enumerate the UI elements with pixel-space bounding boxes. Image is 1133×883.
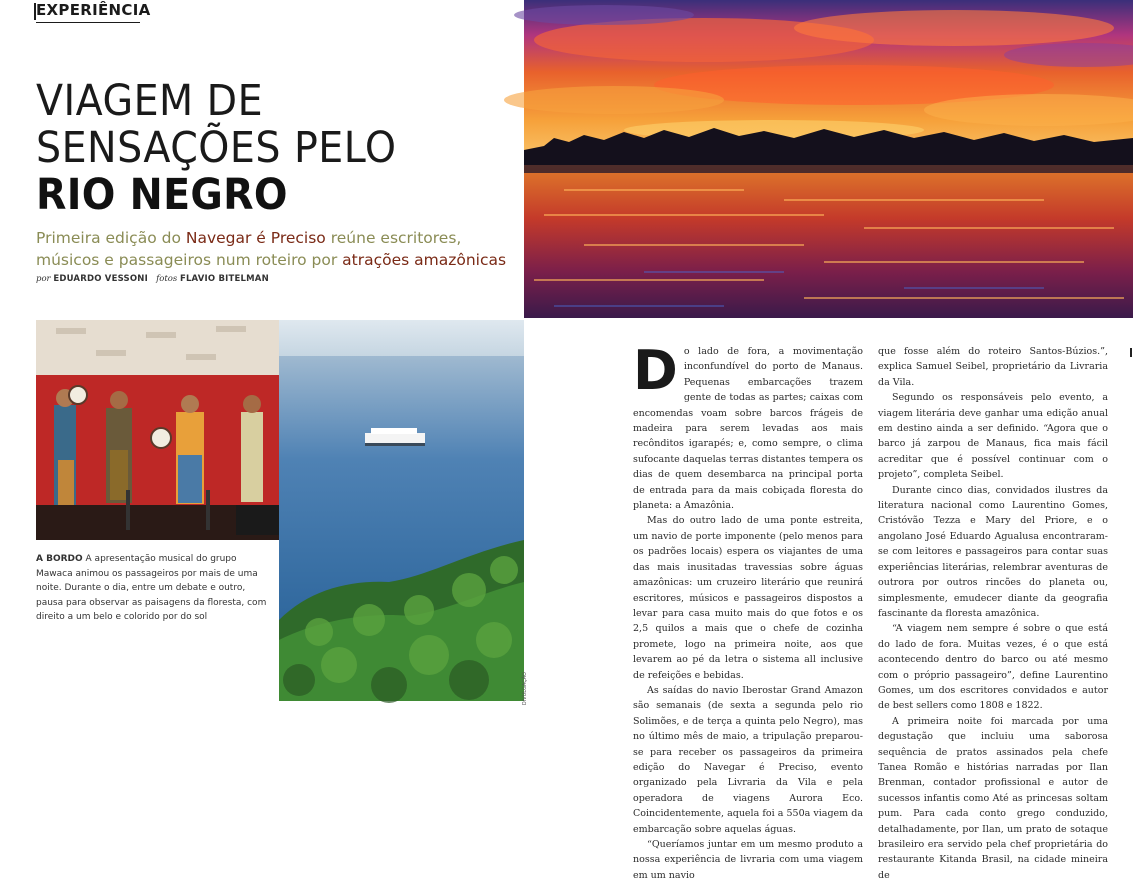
byline bbox=[36, 274, 269, 284]
article-paragraph: Mas do outro lado de uma ponte estreita, um navio de porte imponente (pelo menos para os padrões locais) espera os viajantes de uma das mais inusitadas travessias sobre águas amazônicas: um cruzeiro literário que reunirá escritores, músicos e passageiros dispostos a levar para casa muito mais do que fotos e os 2,5 quilos a mais que o chefe de cozinha promete, logo na primeira noite, aos que levarem ao pé da letra o sistema all inclusive de refeições e bebidas. bbox=[633, 515, 863, 681]
sunset-photo-graphic bbox=[524, 0, 1133, 318]
article-paragraph: As saídas do navio Iberostar Grand Amazon são semanais (de sexta a segunda pelo rio Solimões, e de terça a quinta pelo Negro), mas no último mês de maio, a tripulação preparou-se para receber os passageiros da primeira edição do Navegar é Preciso, evento organizado pela Livraria da Vila e pela operadora de viagens Aurora Eco. Coincidentemente, aquela foi a 550a viagem da embarcação sobre aquelas águas. bbox=[633, 684, 863, 835]
headline-line-1: VIAGEM DE bbox=[36, 76, 264, 126]
section-tag bbox=[36, 1, 150, 19]
byline-author: EDUARDO VESSONI bbox=[53, 274, 148, 284]
article-paragraph: “Queríamos juntar em um mesmo produto a nossa experiência de livraria com uma viagem em um navio bbox=[633, 839, 863, 881]
page-edge-mark bbox=[1130, 348, 1132, 357]
article-column-1 bbox=[633, 339, 863, 883]
headline-line-2: SENSAÇÕES PELO bbox=[36, 123, 397, 173]
photo-credit: DIVULGAÇÃO bbox=[522, 672, 528, 706]
headline bbox=[36, 78, 506, 219]
article-column-2 bbox=[878, 344, 1108, 883]
article-paragraph: o lado de fora, a movimentação inconfundível do porto de Manaus. Pequenas embarcações trazem gente de todas as partes; caixas com encomendas voam sobre barcos frágeis de madeira para serem levadas aos mais recônditos igarapés; e, como sempre, o clima sufocante daquelas terras distantes tempera os dias de quem desembarca na principal porta de entrada para da mais cobiçada floresta do planeta: a Amazônia. bbox=[633, 346, 863, 512]
sunset-photo bbox=[524, 0, 1133, 318]
deck-text-1: Primeira edição do bbox=[36, 229, 186, 247]
deck-highlight-event: Navegar é Preciso bbox=[185, 229, 326, 247]
photo-caption bbox=[36, 552, 268, 625]
drop-cap: D bbox=[633, 339, 678, 402]
section-label: EXPERIÊNCIA bbox=[36, 1, 151, 19]
band-photo bbox=[36, 320, 279, 540]
band-photo-graphic bbox=[36, 320, 279, 540]
article-paragraph: Segundo os responsáveis pelo evento, a viagem literária deve ganhar uma edição anual em destino ainda a ser definido. “Agora que o barco já zarpou de Manaus, fica mais fácil acreditar que é possível continuar com o projeto”, completa Seibel. bbox=[878, 392, 1108, 481]
section-tag-rule bbox=[36, 22, 140, 23]
article-paragraph: A primeira noite foi marcada por uma degustação que incluiu uma saborosa sequência de pratos assinados pela chefe Tanea Romão e histórias narradas por Ilan Brenman, contador profissional e autor de sucessos infantis como Até as princesas soltam pum. Para cada conto grego conduzido, detalhadamente, por Ilan, um prato de sotaque brasileiro era servido pela chef proprietária do restaurante Kitanda Brasil, na cidade mineira de bbox=[878, 715, 1108, 881]
byline-by-prefix: por bbox=[36, 274, 51, 284]
byline-photographer: FLAVIO BITELMAN bbox=[179, 274, 269, 284]
river-photo bbox=[279, 320, 524, 701]
deck-highlight-attractions: atrações amazônicas bbox=[342, 251, 507, 269]
section-tag-bar bbox=[34, 3, 36, 20]
caption-text: A apresentação musical do grupo Mawaca animou os passageiros por mais de uma noite. Durante o dia, entre um debate e outro, pausa para observar as paisagens da floresta, com direito a um belo e colorido por do sol bbox=[36, 554, 267, 622]
boat-graphic bbox=[365, 428, 425, 446]
byline-photo-prefix: fotos bbox=[156, 274, 178, 284]
deck bbox=[36, 227, 516, 271]
river-photo-graphic bbox=[279, 320, 524, 701]
article-paragraph: “A viagem nem sempre é sobre o que está do lado de fora. Muitas vezes, é o que está acontecendo dentro do barco ou até mesmo com o próprio passageiro”, define Laurentino Gomes, um dos escritores convidados e autor de best sellers como 1808 e 1822. bbox=[878, 623, 1108, 712]
caption-lead: A BORDO bbox=[36, 554, 83, 564]
headline-line-3: RIO NEGRO bbox=[36, 170, 288, 220]
article-paragraph: que fosse além do roteiro Santos-Búzios.”, explica Samuel Seibel, proprietário da Livraria da Vila. bbox=[878, 346, 1108, 388]
deck-text-2: reúne escritores, músicos e passageiros num roteiro por bbox=[36, 229, 462, 269]
article-paragraph: Durante cinco dias, convidados ilustres da literatura nacional como Laurentino Gomes, Cristóvão Tezza e Mary del Priore, e o angolano José Eduardo Agualusa encontraram-se com leitores e passageiros para contar suas experiências literárias, relembrar aventuras de outrora por outros rincões do planeta ou, simplesmente, emudecer diante da geografia fascinante da floresta amazônica. bbox=[878, 484, 1108, 619]
